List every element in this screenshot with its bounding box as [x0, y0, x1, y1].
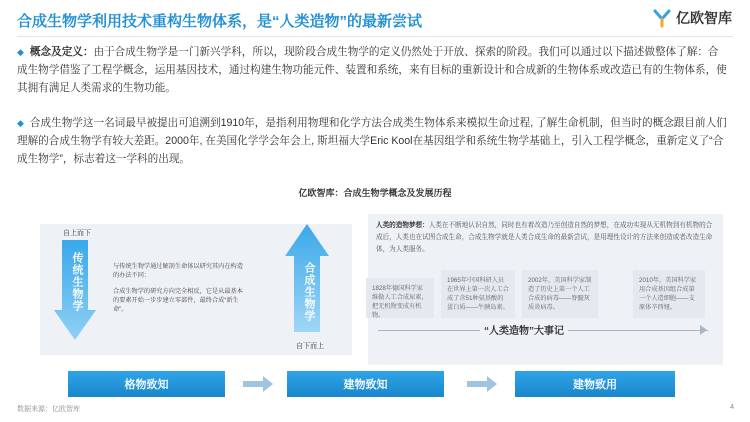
paragraph-definition	[17, 43, 729, 97]
desc-traditional: 与传统生物学通过解剖生命体以研究其内在构造的办法不同：	[113, 263, 243, 279]
down-arrow-text: 传统生物学	[71, 252, 83, 312]
diamond-bullet-icon: ◆	[17, 47, 24, 57]
timeline-arrow-icon	[700, 325, 707, 335]
brand-logo	[652, 8, 732, 28]
dream-intro-text: 人类在不断地认识自然，同时也有着改造乃至创造自然的梦想，在成功实现从无机物到有机物的合成后，人类也在试图合成生命，合成生物学就是人类合成生命的最新尝试，是用理性设计的方法来创造或者改造生命体，为人类服务。	[376, 222, 713, 253]
data-source: 数据来源：亿欧智库	[17, 406, 80, 413]
step-bar-2: 建物致知	[287, 371, 444, 397]
up-arrow-text: 合成生物学	[303, 262, 315, 322]
step-bar-1: 格物致知	[68, 371, 225, 397]
desc-synthetic: 合成生物学的研究方向完全相反，它是从最基本的要素开始一步步建立零部件，最终合成“新生命”。	[113, 288, 243, 313]
brand-logo-icon	[652, 8, 672, 28]
event-card-2002: 2002年，美国科学家制造了历史上第一个人工合成的病毒——脊髓灰质炎病毒。	[522, 270, 598, 318]
diamond-bullet-icon: ◆	[17, 118, 24, 128]
paragraph-history	[17, 114, 729, 168]
paragraph-lead: 概念及定义：	[29, 46, 94, 58]
top-down-label: 自上而下	[63, 230, 91, 237]
dream-intro	[376, 220, 716, 256]
step-bar-3: 建物致用	[515, 371, 675, 397]
page-title: 合成生物学利用技术重构生物体系，是“人类造物”的最新尝试	[17, 13, 423, 30]
event-card-1828: 1828年德国科学家维勒人工合成尿素，把无机物变成有机物。	[366, 278, 434, 318]
figure-title: 亿欧智库：合成生物学概念及发展历程	[298, 188, 452, 198]
step-arrow-icon	[243, 376, 273, 392]
event-card-1965: 1965年中国科研人员在世界上第一次人工合成了含51种氨基酸的蛋白质——牛胰岛素。	[441, 270, 515, 318]
paragraph-text: 合成生物学这一名词最早被提出可追溯到1910年，是指利用物理和化学方法合成类生物体系来模拟生命过程, 了解生命机制，但当时的概念跟目前人们理解的合成生物学有较大差距。2000年, 在美国化学学会年会上, 斯坦福大学Eric Kool在基因组学和系统生物学基础上，引入工程学概念，重新定义了“合成生物学”，标志着这一学科的出现。	[17, 117, 727, 165]
record-title: “人类造物”大事记	[480, 322, 568, 337]
dream-intro-key: 人类的造物梦想：	[376, 222, 429, 229]
bottom-up-label: 自下而上	[296, 343, 324, 350]
event-card-2010: 2010年，美国科学家用合成基因组合成第一个人造细胞——支原体辛西娅。	[633, 270, 705, 318]
header-divider	[17, 36, 733, 37]
paragraph-text: 由于合成生物学是一门新兴学科，所以，现阶段合成生物学的定义仍然处于开放、探索的阶段。我们可以通过以下描述做整体了解：合成生物学借鉴了工程学概念，运用基因技术，通过构建生物功能元件、装置和系统，来有目标的重新设计和合成新的生物体系或改造已有的生物体系，使其拥有满足人类需求的生物功能。	[17, 46, 727, 94]
page-number: 4	[730, 404, 734, 411]
step-arrow-icon	[467, 376, 497, 392]
brand-name: 亿欧智库	[676, 10, 732, 26]
